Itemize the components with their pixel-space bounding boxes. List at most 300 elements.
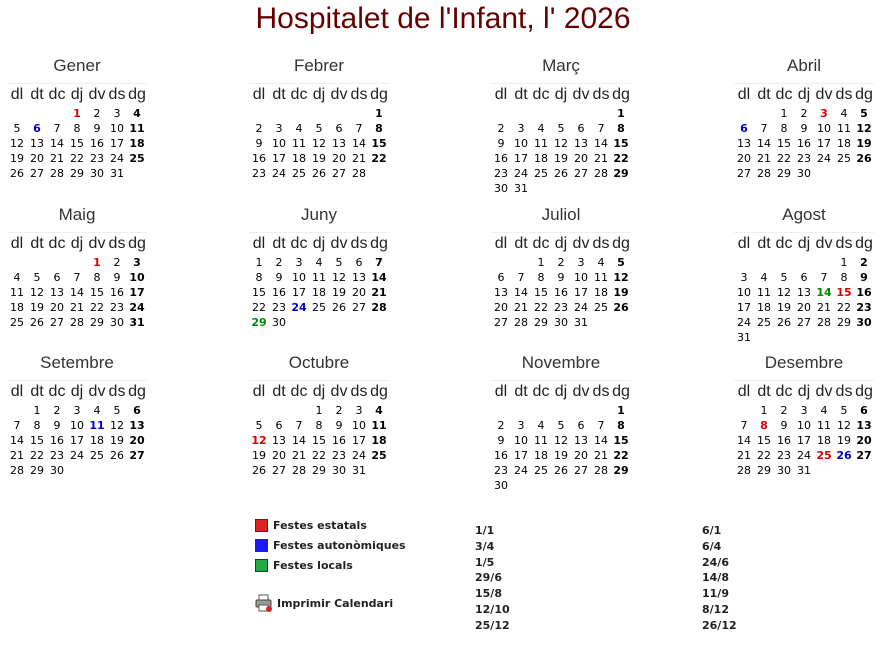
- month-novembre: [491, 352, 631, 493]
- day: 4: [840, 107, 848, 120]
- day: 24: [272, 167, 286, 180]
- weekday-label: dt: [30, 86, 44, 103]
- day: 30: [777, 464, 791, 477]
- day: 15: [70, 137, 84, 150]
- day: 21: [371, 286, 387, 299]
- holiday-date: 1/1: [475, 524, 495, 537]
- weekday-label: dg: [128, 86, 146, 103]
- day: 24: [737, 316, 751, 329]
- day: 24: [129, 301, 145, 314]
- empty-cell: [591, 106, 611, 121]
- weekday-label: dg: [128, 235, 146, 252]
- day: 23: [856, 301, 872, 314]
- weekday-label: dt: [757, 235, 771, 252]
- day: 7: [375, 256, 383, 269]
- day: 19: [554, 449, 568, 462]
- day: 2: [53, 404, 61, 417]
- day-grid: [491, 106, 631, 196]
- day-grid: [734, 106, 874, 181]
- day: 15: [613, 137, 629, 150]
- empty-cell: [814, 255, 834, 270]
- holiday-date: 24/6: [702, 555, 729, 569]
- day: 13: [797, 286, 811, 299]
- weekday-header: [491, 83, 631, 106]
- day: 5: [113, 404, 121, 417]
- blue-swatch-icon: [255, 539, 268, 552]
- holiday-day: 14: [816, 286, 832, 299]
- day-grid: [249, 106, 389, 181]
- day: 13: [574, 137, 588, 150]
- day: 6: [577, 122, 585, 135]
- empty-cell: [754, 255, 774, 270]
- day: 16: [797, 137, 811, 150]
- weekday-label: ds: [350, 383, 368, 400]
- month-name: Novembre: [521, 353, 601, 372]
- day: 6: [355, 256, 363, 269]
- weekday-label: dt: [272, 86, 286, 103]
- day: 6: [275, 419, 283, 432]
- month-abril: [734, 55, 874, 181]
- weekday-label: dl: [737, 235, 751, 252]
- day: 25: [371, 449, 387, 462]
- day: 28: [514, 316, 528, 329]
- weekday-label: dv: [330, 235, 348, 252]
- day: 29: [312, 464, 326, 477]
- holiday-date: 8/12: [702, 602, 729, 616]
- day-grid: [7, 403, 147, 478]
- day: 19: [30, 301, 44, 314]
- day: 11: [817, 419, 831, 432]
- empty-cell: [511, 403, 531, 418]
- day: 27: [50, 316, 64, 329]
- holiday-day: 25: [816, 449, 832, 462]
- day: 23: [90, 152, 104, 165]
- day: 10: [110, 122, 124, 135]
- holiday-day: 3: [820, 107, 828, 120]
- day: 8: [617, 419, 625, 432]
- day: 18: [594, 286, 608, 299]
- day: 1: [617, 404, 625, 417]
- day: 3: [800, 404, 808, 417]
- empty-cell: [269, 106, 289, 121]
- day: 4: [93, 404, 101, 417]
- day: 5: [255, 419, 263, 432]
- day: 3: [740, 271, 748, 284]
- day: 3: [113, 107, 121, 120]
- empty-cell: [754, 106, 774, 121]
- day: 12: [312, 137, 326, 150]
- day: 31: [797, 464, 811, 477]
- month-juliol: [491, 204, 631, 330]
- weekday-label: dv: [815, 383, 833, 400]
- day-grid: [249, 255, 389, 330]
- empty-cell: [511, 106, 531, 121]
- day: 31: [129, 316, 145, 329]
- day: 9: [113, 271, 121, 284]
- day: 13: [332, 137, 346, 150]
- day: 4: [315, 256, 323, 269]
- day: 27: [352, 301, 366, 314]
- weekday-label: dc: [290, 235, 308, 252]
- empty-cell: [289, 403, 309, 418]
- day: 3: [73, 404, 81, 417]
- month-setembre: [7, 352, 147, 478]
- empty-cell: [491, 106, 511, 121]
- day: 12: [554, 434, 568, 447]
- empty-cell: [551, 403, 571, 418]
- day: 15: [90, 286, 104, 299]
- month-maig: [7, 204, 147, 330]
- weekday-label: dt: [757, 383, 771, 400]
- day: 28: [292, 464, 306, 477]
- weekday-label: dj: [797, 235, 811, 252]
- day: 31: [352, 464, 366, 477]
- printer-icon: [255, 594, 273, 612]
- day: 16: [856, 286, 872, 299]
- empty-cell: [491, 255, 511, 270]
- legend-label: Festes autonòmiques: [273, 538, 406, 552]
- day: 25: [292, 167, 306, 180]
- month-name: Abril: [786, 56, 821, 75]
- day: 24: [797, 449, 811, 462]
- day: 22: [252, 301, 266, 314]
- weekday-label: dg: [370, 235, 388, 252]
- day: 5: [557, 122, 565, 135]
- day: 8: [93, 271, 101, 284]
- day: 29: [837, 316, 851, 329]
- weekday-label: dg: [612, 86, 630, 103]
- day: 9: [53, 419, 61, 432]
- holiday-day: 1: [93, 256, 101, 269]
- weekday-label: dt: [30, 235, 44, 252]
- day: 14: [737, 434, 751, 447]
- day: 19: [777, 301, 791, 314]
- empty-cell: [734, 403, 754, 418]
- day: 27: [856, 449, 872, 462]
- day: 23: [494, 464, 508, 477]
- day: 17: [70, 434, 84, 447]
- weekday-label: ds: [592, 86, 610, 103]
- day: 20: [737, 152, 751, 165]
- weekday-label: dt: [757, 86, 771, 103]
- day: 21: [10, 449, 24, 462]
- day: 29: [90, 316, 104, 329]
- holiday-day: 11: [89, 419, 105, 432]
- day: 22: [30, 449, 44, 462]
- day: 14: [292, 434, 306, 447]
- month-name: Febrer: [293, 56, 345, 75]
- weekday-label: dc: [48, 86, 66, 103]
- day: 15: [613, 434, 629, 447]
- weekday-label: dl: [10, 86, 24, 103]
- holiday-date: 26/12: [702, 618, 737, 632]
- day: 2: [93, 107, 101, 120]
- day: 2: [497, 419, 505, 432]
- day: 18: [292, 152, 306, 165]
- day: 29: [613, 167, 629, 180]
- empty-cell: [551, 106, 571, 121]
- weekday-label: dl: [10, 235, 24, 252]
- day: 24: [514, 464, 528, 477]
- month-name: Agost: [782, 205, 826, 224]
- day: 17: [574, 286, 588, 299]
- weekday-label: dl: [737, 383, 751, 400]
- weekday-label: dg: [370, 86, 388, 103]
- day: 16: [494, 449, 508, 462]
- holiday-day: 29: [251, 316, 267, 329]
- day: 31: [574, 316, 588, 329]
- day: 19: [332, 286, 346, 299]
- weekday-label: dt: [514, 86, 528, 103]
- day: 21: [594, 449, 608, 462]
- empty-cell: [491, 403, 511, 418]
- weekday-label: dj: [554, 383, 568, 400]
- day: 24: [574, 301, 588, 314]
- day: 16: [50, 434, 64, 447]
- day: 11: [534, 137, 548, 150]
- day: 28: [50, 167, 64, 180]
- day: 30: [554, 316, 568, 329]
- legend-label: Festes estatals: [273, 518, 367, 532]
- day: 10: [514, 434, 528, 447]
- day: 12: [554, 137, 568, 150]
- day: 13: [129, 419, 145, 432]
- day: 30: [110, 316, 124, 329]
- weekday-label: dv: [815, 86, 833, 103]
- day: 26: [312, 167, 326, 180]
- weekday-label: dc: [290, 86, 308, 103]
- day: 16: [494, 152, 508, 165]
- day: 25: [757, 316, 771, 329]
- day: 17: [514, 152, 528, 165]
- empty-cell: [511, 255, 531, 270]
- day: 8: [537, 271, 545, 284]
- day: 4: [13, 271, 21, 284]
- day: 1: [375, 107, 383, 120]
- weekday-label: dc: [532, 383, 550, 400]
- weekday-header: [249, 232, 389, 255]
- day: 14: [352, 137, 366, 150]
- empty-cell: [531, 106, 551, 121]
- day: 9: [93, 122, 101, 135]
- day: 29: [613, 464, 629, 477]
- day: 9: [275, 271, 283, 284]
- month-name: Gener: [53, 56, 101, 75]
- day: 27: [332, 167, 346, 180]
- weekday-label: dc: [48, 235, 66, 252]
- day: 25: [837, 152, 851, 165]
- holiday-date: 11/9: [702, 587, 729, 601]
- day: 8: [840, 271, 848, 284]
- day: 19: [252, 449, 266, 462]
- day: 11: [371, 419, 387, 432]
- weekday-label: dl: [494, 383, 508, 400]
- empty-cell: [734, 106, 754, 121]
- day: 20: [30, 152, 44, 165]
- weekday-label: dv: [572, 86, 590, 103]
- day: 30: [494, 479, 508, 492]
- day: 3: [133, 256, 141, 269]
- day: 30: [494, 182, 508, 195]
- day: 31: [514, 182, 528, 195]
- green-swatch-icon: [255, 559, 268, 572]
- day: 10: [352, 419, 366, 432]
- day: 4: [820, 404, 828, 417]
- day: 2: [860, 256, 868, 269]
- day: 10: [514, 137, 528, 150]
- day: 23: [272, 301, 286, 314]
- day: 7: [597, 419, 605, 432]
- day: 16: [332, 434, 346, 447]
- day: 17: [110, 137, 124, 150]
- day: 12: [777, 286, 791, 299]
- day-grid: [249, 403, 389, 478]
- day: 3: [295, 256, 303, 269]
- day: 8: [375, 122, 383, 135]
- day-grid: [7, 255, 147, 330]
- day: 16: [554, 286, 568, 299]
- day: 21: [292, 449, 306, 462]
- day: 12: [110, 419, 124, 432]
- day: 18: [371, 434, 387, 447]
- day: 19: [10, 152, 24, 165]
- day: 20: [272, 449, 286, 462]
- empty-cell: [309, 106, 329, 121]
- day: 23: [50, 449, 64, 462]
- empty-cell: [329, 106, 349, 121]
- month-name: Desembre: [764, 353, 844, 372]
- day: 14: [70, 286, 84, 299]
- weekday-label: ds: [108, 235, 126, 252]
- day: 29: [30, 464, 44, 477]
- day: 14: [594, 137, 608, 150]
- day: 17: [272, 152, 286, 165]
- day: 1: [617, 107, 625, 120]
- month-març: [491, 55, 631, 196]
- day: 5: [840, 404, 848, 417]
- weekday-label: dv: [88, 235, 106, 252]
- day: 23: [777, 449, 791, 462]
- day: 23: [252, 167, 266, 180]
- day: 21: [70, 301, 84, 314]
- day: 19: [554, 152, 568, 165]
- day: 26: [110, 449, 124, 462]
- day: 19: [837, 434, 851, 447]
- day: 18: [312, 286, 326, 299]
- weekday-label: dj: [554, 235, 568, 252]
- holiday-date: 25/12: [475, 618, 510, 632]
- day: 16: [272, 286, 286, 299]
- day: 13: [856, 419, 872, 432]
- day: 30: [50, 464, 64, 477]
- day: 22: [90, 301, 104, 314]
- day: 4: [133, 107, 141, 120]
- day-grid: [491, 403, 631, 493]
- day: 15: [534, 286, 548, 299]
- day: 2: [113, 256, 121, 269]
- day-grid: [7, 106, 147, 181]
- print-calendar-link[interactable]: [255, 594, 393, 612]
- day: 7: [597, 122, 605, 135]
- day: 28: [10, 464, 24, 477]
- day: 2: [497, 122, 505, 135]
- empty-cell: [269, 403, 289, 418]
- day: 26: [10, 167, 24, 180]
- holiday-date: 6/1: [702, 524, 722, 537]
- day: 14: [371, 271, 387, 284]
- weekday-label: dl: [494, 235, 508, 252]
- month-name: Setembre: [40, 353, 114, 372]
- day: 16: [252, 152, 266, 165]
- weekday-header: [491, 232, 631, 255]
- day: 4: [760, 271, 768, 284]
- weekday-label: dv: [88, 86, 106, 103]
- day: 27: [737, 167, 751, 180]
- day: 22: [777, 152, 791, 165]
- day: 22: [613, 449, 629, 462]
- day: 6: [497, 271, 505, 284]
- day: 21: [737, 449, 751, 462]
- day: 27: [129, 449, 145, 462]
- day: 6: [133, 404, 141, 417]
- day: 6: [53, 271, 61, 284]
- weekday-label: dc: [532, 86, 550, 103]
- weekday-label: dt: [272, 235, 286, 252]
- day: 30: [90, 167, 104, 180]
- day: 14: [594, 434, 608, 447]
- day: 27: [30, 167, 44, 180]
- day: 30: [856, 316, 872, 329]
- day: 13: [737, 137, 751, 150]
- holiday-day: 1: [73, 107, 81, 120]
- day: 11: [10, 286, 24, 299]
- weekday-label: ds: [835, 86, 853, 103]
- day: 2: [335, 404, 343, 417]
- day: 26: [30, 316, 44, 329]
- day: 4: [537, 122, 545, 135]
- weekday-label: dc: [775, 383, 793, 400]
- weekday-label: dv: [572, 235, 590, 252]
- day: 28: [594, 464, 608, 477]
- day: 28: [371, 301, 387, 314]
- empty-cell: [7, 403, 27, 418]
- day: 22: [312, 449, 326, 462]
- day: 7: [295, 419, 303, 432]
- day: 4: [295, 122, 303, 135]
- day: 11: [837, 122, 851, 135]
- month-name: Octubre: [288, 353, 350, 372]
- day: 7: [517, 271, 525, 284]
- day: 1: [760, 404, 768, 417]
- day: 13: [50, 286, 64, 299]
- day: 17: [817, 137, 831, 150]
- day: 4: [537, 419, 545, 432]
- weekday-label: dc: [532, 235, 550, 252]
- empty-cell: [27, 255, 47, 270]
- empty-cell: [47, 255, 67, 270]
- day: 2: [800, 107, 808, 120]
- day: 2: [557, 256, 565, 269]
- day: 8: [780, 122, 788, 135]
- day: 7: [73, 271, 81, 284]
- weekday-header: [491, 380, 631, 403]
- holiday-date: 15/8: [475, 587, 502, 601]
- empty-cell: [591, 403, 611, 418]
- day: 20: [797, 301, 811, 314]
- weekday-label: ds: [350, 235, 368, 252]
- day: 26: [332, 301, 346, 314]
- weekday-header: [734, 232, 874, 255]
